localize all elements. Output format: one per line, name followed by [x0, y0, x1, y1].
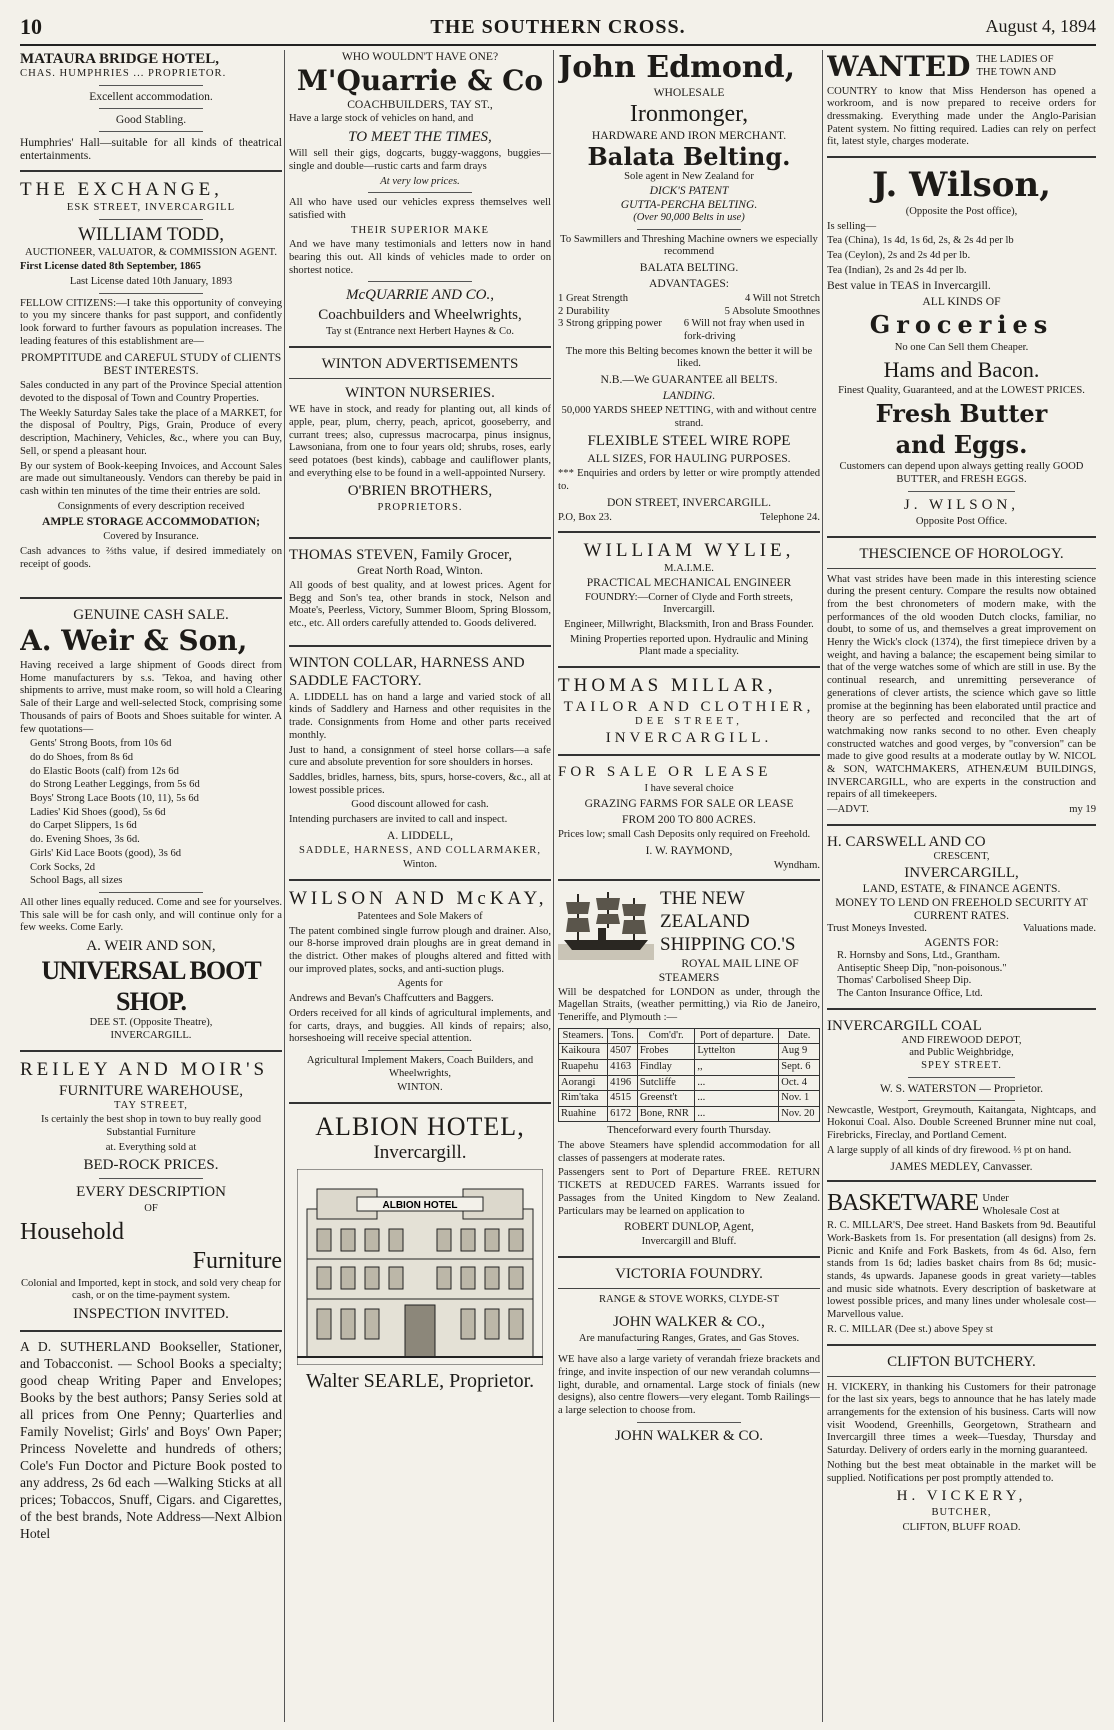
ad-line: Sole agent in New Zealand for [624, 171, 754, 183]
mcquarrie-ad [289, 50, 551, 339]
ad-paragraph: FROM 200 TO 800 ACRES. [622, 813, 756, 827]
ad-paragraph: Is certainly the best shop in town to buy really good Substantial Furniture [40, 1114, 262, 1139]
ad-line: To Sawmillers and Threshing Machine owners we especially recommend [560, 233, 818, 258]
ad-signature: I. W. RAYMOND, [645, 843, 733, 857]
sailing-schedule-table [558, 1028, 820, 1123]
list-item: Thomas' Carbolised Sheep Dip. [837, 975, 972, 987]
ad-line: Ironmonger, [629, 100, 749, 127]
ad-paragraph: Mining Properties reported upon. Hydraulic and Mining Plant made a speciality. [569, 633, 809, 658]
ad-title: THOMAS STEVEN, Family Grocer, [289, 547, 513, 564]
ad-paragraph: Wyndham. [773, 859, 820, 871]
table-row [559, 1044, 820, 1060]
ad-subtitle: ROYAL MAIL LINE OF STEAMERS [658, 956, 799, 984]
ad-paragraph: Thenceforward every fourth Thursday. [607, 1125, 771, 1137]
table-header: Date. [779, 1028, 820, 1044]
albion-hotel-ad [289, 1111, 551, 1393]
list-item: 2 Durability [558, 305, 610, 317]
ad-line: Is selling— [827, 220, 877, 232]
proprietor: CHAS. HUMPHRIES ... PROPRIETOR. [20, 68, 227, 79]
ad-paragraph: Nothing but the best meat obtainable in the market will be supplied. Notifications per post promptly attended to. [827, 1459, 1096, 1484]
ad-title: CLIFTON BUTCHERY. [887, 1353, 1036, 1370]
ad-paragraph: Saddles, bridles, harness, bits, spurs, horse-covers, &c., all at lowest possible prices. [289, 772, 551, 796]
ad-role: PRACTICAL MECHANICAL ENGINEER [586, 575, 792, 589]
ad-paragraph: H. VICKERY, in thanking his Customers for their patronage for the last six years, begs to announce that he has lately made arrangements for the extension of his business. Carts will now visit Woodend, Greenhills, Georgetown, Strathearn and Invercargill three times a week—Tuesday, Thursday and Saturday. Delivery of orders early in the morning guaranteed. [827, 1381, 1096, 1457]
table-cell: 6172 [608, 1106, 638, 1122]
basketware-ad [827, 1189, 1096, 1336]
ad-paragraph: Cash advances to ⅔ths value, if desired immediately on receipt of goods. [20, 546, 282, 570]
table-cell: Sept. 6 [779, 1059, 820, 1075]
ad-paragraph: And we have many testimonials and letters now in hand bearing this out. All kinds of vehicles made to order on shortest notice. [289, 239, 551, 276]
ad-subtitle: Invercargill. [373, 1142, 467, 1164]
ad-signature: H. VICKERY, [896, 1488, 1027, 1505]
mataura-hotel-ad [20, 50, 282, 163]
section-title: WINTON ADVERTISEMENTS [321, 356, 519, 373]
ad-line: WHOLESALE [653, 86, 725, 99]
table-cell: ... [695, 1106, 779, 1122]
ad-display-word: Groceries [869, 310, 1054, 340]
table-cell: Ruahine [559, 1106, 608, 1122]
table-header: Tons. [608, 1028, 638, 1044]
ad-paragraph: All goods of best quality, and at lowest prices. Agent for Begg and Son's tea, other brands in stock, Nelson and Moate's, Peerless, Victory, Summer Bloom, Spring Blossom, etc., etc. All orders carefully attended to. Goods delivered. [289, 579, 551, 630]
newspaper-title: THE SOUTHERN CROSS. [430, 16, 686, 38]
table-cell: Ruapehu [559, 1059, 608, 1075]
ad-line: ALL KINDS OF [922, 295, 1001, 309]
ad-paragraph: Covered by Insurance. [103, 531, 199, 543]
table-row [559, 1075, 820, 1091]
ad-address: DEE ST. (Opposite Theatre), [89, 1017, 213, 1029]
licence-line: First License dated 8th September, 1865 [20, 261, 201, 273]
ad-paragraph: R. C. MILLAR'S, Dee street. Hand Baskets from 9d. Beautiful Work-Baskets from 1s. For presentation (all designs) from 2s. Picnic and Knife and Fork Baskets, from 4s 6d. Also, fern stands from 1s 6d; ladies basket chairs from 8s 6d; music-stands, 4s upwards. Japanese goods in great variety—tables and music side whatnots. Every description of basketware at lowest possible prices, and many lines under wholesale cost—Marvellous value. [827, 1220, 1096, 1321]
list-item: 6 Will not fray when used in fork-driving [683, 318, 805, 342]
ad-paragraph: PROPRIETORS. [377, 502, 463, 514]
table-header: Port of departure. [695, 1028, 779, 1044]
ad-line: DON STREET, INVERCARGILL. [606, 495, 772, 509]
ad-signature: O'BRIEN BROTHERS, [347, 483, 493, 500]
ad-paragraph: Orders received for all kinds of agricultural implements, and for carts, drays, and buggies. All kinds of repairs; also, horseshoeing will receive special attention. [289, 1007, 551, 1045]
ad-title: J. Wilson, [872, 165, 1051, 206]
ad-title: VICTORIA FOUNDRY. [615, 1265, 763, 1282]
ad-line: DICK'S PATENT [649, 184, 729, 198]
list-item: do Strong Leather Leggings, from 5s 6d [30, 779, 200, 791]
ad-subtitle: FURNITURE WAREHOUSE, [59, 1082, 243, 1099]
horology-ad [827, 545, 1096, 817]
ad-title: THE NEW ZEALAND SHIPPING CO.'S [660, 888, 796, 956]
ad-paragraph: at. Everything sold at [105, 1141, 197, 1153]
ad-line: GUTTA-PERCHA BELTING. [620, 198, 758, 212]
ad-paragraph: WE have also a large variety of verandah frieze brackets and fringe, and invite inspection of our new verandah columns—light, durable, and ornamental. Large stock of finials (new designs), also centre flowers—very elegant. Tomb Railings—a large selection to choose from. [558, 1354, 820, 1417]
table-cell: ... [695, 1075, 779, 1091]
table-cell: ,, [695, 1059, 779, 1075]
ad-line: LANDING. [662, 388, 716, 402]
ad-line: CRESCENT, [933, 850, 990, 862]
ad-signature: J. WILSON, [903, 496, 1020, 513]
winton-nurseries-ad [289, 355, 551, 515]
ad-display-word: Furniture [192, 1247, 282, 1274]
table-row [559, 1091, 820, 1107]
ad-signature: JAMES MEDLEY, Canvasser. [890, 1159, 1033, 1173]
ad-title: THESCIENCE OF HOROLOGY. [859, 545, 1064, 562]
coal-depot-ad [827, 1017, 1096, 1174]
ad-paragraph: Just to hand, a consignment of steel horse collars—a safe cure and absolute prevention for sore shoulders in horses. [289, 744, 551, 769]
ad-line: Under [982, 1192, 1009, 1204]
ad-paragraph: PROMPTITUDE and CAREFUL STUDY of CLIENTS BEST INTERESTS. [20, 350, 282, 378]
ad-paragraph: Intending purchasers are invited to call and inspect. [289, 814, 508, 826]
advantages-list [558, 293, 820, 344]
ad-title: John Edmond, [558, 50, 796, 85]
nz-shipping-ad [558, 888, 820, 1248]
list-item: do Carpet Slippers, 1s 6d [30, 820, 137, 832]
ad-subtitle: Patentees and Sole Makers of [357, 910, 483, 922]
ad-paragraph: COUNTRY to know that Miss Henderson has opened a workroom, and is now prepared to receive orders for dressmaking. Everything made under the Anglo-Parisian Patent system. No fitting required. Ladies can rely on perfect fit, latest style, charges moderate. [827, 85, 1096, 148]
auctioneer-role: AUCTIONEER, VALUATOR, & COMMISSION AGENT. [24, 246, 277, 258]
list-item: Gents' Strong Boots, from 10s 6d [30, 738, 172, 750]
ad-display-word: and Eggs. [895, 429, 1028, 459]
table-cell: Nov. 20 [779, 1106, 820, 1122]
table-header: Com'd'r. [637, 1028, 695, 1044]
list-item: 1 Great Strength [558, 292, 629, 304]
ad-signature: A. LIDDELL, [386, 828, 453, 842]
table-cell: Aorangi [559, 1075, 608, 1091]
ad-title: BASKETWARE [827, 1190, 979, 1217]
telephone: Telephone 24. [760, 511, 820, 523]
ad-paragraph: BED-ROCK PRICES. [83, 1157, 219, 1174]
ad-paragraph: Prices low; small Cash Deposits only required on Freehold. [558, 829, 811, 841]
ad-line: LAND, ESTATE, & FINANCE AGENTS. [862, 881, 1061, 895]
ad-signature: JOHN WALKER & CO. [614, 1427, 764, 1444]
ad-line: SPEY STREET. [921, 1060, 1002, 1072]
ad-paragraph: Consignments of every description received [57, 500, 245, 512]
column-1 [20, 50, 282, 1722]
table-cell: 4507 [608, 1044, 638, 1060]
ad-paragraph: A large supply of all kinds of dry firewood. ⅓ pt on hand. [827, 1144, 1072, 1156]
ad-paragraph: I have several choice [644, 782, 734, 794]
ad-line: Tea (China), 1s 4d, 1s 6d, 2s, & 2s 4d per lb [827, 235, 1014, 247]
table-header: Steamers. [559, 1028, 608, 1044]
ad-paragraph: WINTON. [397, 1082, 443, 1094]
ad-paragraph: Colonial and Imported, kept in stock, and sold very cheap for cash, or on the time-payment system. [20, 1277, 282, 1302]
ad-line: FLEXIBLE STEEL WIRE ROPE [587, 433, 791, 450]
ad-paragraph: Having received a large shipment of Goods direct from Home manufacturers by s.s. 'Tekoa, and having other shipments to arrive, must make room, so will hold a Clearing Sale of their Large and well-selected Stock, comprising some Thousands of pairs of Boots and Shoes suitable for winter. A few quotations— [20, 660, 282, 735]
list-item: Boys' Strong Lace Boots (10, 11), 5s 6d [30, 793, 199, 805]
millar-tailor-ad [558, 675, 820, 747]
ad-paragraph: Winton. [402, 859, 437, 871]
clifton-butchery-ad [827, 1353, 1096, 1535]
ad-line: 50,000 YARDS SHEEP NETTING, with and without centre strand. [561, 404, 817, 429]
ad-title: THE EXCHANGE, [20, 179, 223, 201]
ad-title: FOR SALE OR LEASE [558, 763, 772, 780]
ad-title: INVERCARGILL COAL [827, 1017, 982, 1034]
ad-paragraph: What vast strides have been made in this interesting science during the present century. Compare the results now obtained from the best chronometers of modern make, with the performances of the old wooden Dutch clocks, familiar, no doubt, to some of us, and themselves a great improvement on Henry the Wick's clock (1374), the first timepiece driven by a weight, and having a balance; the escapement being similar to that of the verge watches some of which are still in use. By the continual research, and unremitting perseverance of generations of clever artists, the science which gave so little promise at the beginning has been elaborated until practice and theory are so perfected and reconciled that the art of watchmaking now ranks second to no other. Even cheaply constructed watches and good verges, by "conversion" can be made to give good results at a moderate outlay by W. NICOL & SON, WATCHMAKERS, ATHENÆUM BUILDINGS, INVERCARGILL, who are experts in the construction and repairs of all timekeepers. [827, 573, 1096, 801]
john-edmond-ad [558, 50, 820, 524]
ad-paragraph: At very low prices. [380, 175, 460, 187]
ad-line: Good Stabling. [115, 112, 187, 126]
advt-mark: —ADVT. [827, 804, 869, 816]
ad-paragraph: TO MEET THE TIMES, [348, 129, 492, 146]
ad-line: MONEY TO LEND ON FREEHOLD SECURITY AT CURRENT RATES. [835, 895, 1088, 923]
ad-paragraph: INSPECTION INVITED. [73, 1306, 229, 1323]
ad-paragraph: Engineer, Millwright, Blacksmith, Iron and Brass Founder. [564, 619, 814, 631]
ad-line: Valuations made. [1023, 923, 1096, 935]
ad-line: Opposite Post Office. [915, 515, 1008, 527]
ad-street: TAY STREET, [114, 1099, 188, 1111]
ad-line: Customers can depend upon always getting really GOOD BUTTER, and FRESH EGGS. [839, 461, 1084, 486]
reiley-moir-ad [20, 1059, 282, 1323]
ad-paragraph: OF [144, 1203, 158, 1215]
ad-line: Balata Belting. [587, 141, 791, 171]
ad-paragraph: Agricultural Implement Makers, Coach Builders, and Wheelwrights, [306, 1054, 534, 1079]
ad-paragraph: THEIR SUPERIOR MAKE [351, 224, 489, 236]
ad-line: AND FIREWOOD DEPOT, [901, 1034, 1022, 1046]
table-row [559, 1106, 820, 1122]
po-box: P.O, Box 23. [558, 511, 612, 523]
ad-display-word: Household [20, 1219, 124, 1246]
ad-line: The more this Belting becomes known the better it will be liked. [565, 345, 813, 370]
column-4 [827, 50, 1096, 1722]
ad-paragraph: Tay st (Entrance next Herbert Haynes & Co. [325, 326, 515, 338]
column-rule [822, 50, 823, 1722]
ad-paragraph: Will be despatched for LONDON as under, through the Magellan Straits, (weather permitting,) via Rio de Janeiro, Teneriffe, and Plymouth :— [558, 986, 820, 1024]
table-cell: Kaikoura [559, 1044, 608, 1060]
list-item: do Elastic Boots (calf) from 12s 6d [30, 765, 179, 777]
page-number: 10 [20, 14, 42, 39]
ad-display-word: Hams and Bacon. [883, 356, 1040, 382]
table-cell: Rim'taka [559, 1091, 608, 1107]
ad-paragraph: WE have in stock, and ready for planting out, all kinds of apple, pear, plum, cherry, peach, apricot, gooseberry, and currant trees; also, cupressus macrocarpa, pinus insignus, Lawsoniana, from one to four years old; shrubs, roses, early seed potatoes (best kinds), cabbage and cauliflower plants, and everything else to be found in a well-appointed Nursery. [289, 404, 551, 479]
sutherland-ad [20, 1339, 282, 1543]
ad-signature: Walter SEARLE, Proprietor. [305, 1370, 535, 1393]
ad-paragraph: All who have used our vehicles express themselves well satisfied with [289, 197, 551, 221]
ad-street: DEE STREET, [635, 715, 743, 727]
ad-paragraph: GRAZING FARMS FOR SALE OR LEASE [584, 797, 794, 811]
ad-address: (Opposite the Post office), [905, 205, 1018, 217]
table-cell: Bone, RNR [637, 1106, 695, 1122]
steamship-icon [558, 888, 654, 960]
list-item: Antiseptic Sheep Dip, "non-poisonous." [837, 962, 1007, 974]
ad-title: M'Quarrie & Co [296, 63, 544, 97]
victoria-foundry-ad [558, 1265, 820, 1445]
column-rule [284, 50, 285, 1722]
ad-line: Tea (Ceylon), 2s and 2s 4d per lb. [827, 250, 971, 262]
ad-subtitle: TAILOR AND CLOTHIER, [563, 698, 815, 715]
ad-line: Wholesale Cost at [982, 1205, 1060, 1217]
table-cell: Greenst't [637, 1091, 695, 1107]
ad-title: H. CARSWELL AND CO [827, 833, 986, 850]
ad-line: HARDWARE AND IRON MERCHANT. [591, 128, 787, 142]
ad-line: ALL SIZES, FOR HAULING PURPOSES. [587, 452, 791, 466]
table-row [559, 1059, 820, 1075]
ad-line: *** Enquiries and orders by letter or wire promptly attended to. [558, 468, 820, 492]
ad-paragraph: Passengers sent to Port of Departure FREE. RETURN TICKETS at REDUCED FARES. Warrants issued for Passages from the United Kingdom to New Zealand. Particulars may be learned on application to [558, 1167, 820, 1217]
list-item: The Canton Insurance Office, Ltd. [837, 988, 983, 1000]
wylie-ad [558, 540, 820, 659]
steven-grocer-ad [289, 546, 551, 631]
ad-line: Excellent accommodation. [89, 89, 213, 103]
ad-date: my 19 [1069, 804, 1096, 816]
ad-paragraph: AMPLE STORAGE ACCOMMODATION; [42, 515, 260, 529]
ad-line: W. S. WATERSTON — Proprietor. [879, 1081, 1044, 1095]
wanted-dressmaker-ad [827, 50, 1096, 149]
table-cell: Nov. 1 [779, 1091, 820, 1107]
weir-ad [20, 606, 282, 1042]
hotel-sign: ALBION HOTEL [382, 1200, 458, 1212]
table-cell: Sutcliffe [637, 1075, 695, 1091]
ad-paragraph: Invercargill and Bluff. [641, 1236, 737, 1248]
ad-title: WILLIAM WYLIE, [583, 540, 795, 562]
ad-title: WINTON NURSERIES. [345, 385, 495, 402]
ad-subtitle: RANGE & STOVE WORKS, CLYDE-ST [598, 1293, 780, 1305]
farm-sale-ad [558, 763, 820, 873]
ad-paragraph: By our system of Book-keeping Invoices, and Account Sales are made out simultaneously. Vendors can thereby be paid in cash within ten minutes of the time their entries are sold. [20, 460, 282, 497]
list-item: 3 Strong gripping power [558, 318, 662, 330]
ad-title: MATAURA BRIDGE HOTEL, [20, 51, 220, 67]
ad-paragraph: Good discount allowed for cash. [351, 799, 489, 811]
ad-line: INVERCARGILL, [904, 864, 1019, 881]
ad-paragraph: FELLOW CITIZENS:—I take this opportunity of conveying to you my sincere thanks for past support, and confidently look forward to further favours as population increases. The leading features of this establishment are— [20, 297, 282, 347]
ad-title: WANTED [827, 50, 971, 83]
ad-line: ADVANTAGES: [648, 276, 730, 290]
carswell-ad [827, 833, 1096, 1001]
ad-paragraph: Will sell their gigs, dogcarts, buggy-waggons, buggies—single and double—rustic carts and farm drays [289, 148, 551, 172]
ad-line: Trust Moneys Invested. [827, 923, 927, 935]
ad-line: R. C. MILLAR (Dee st.) above Spey st [827, 1323, 993, 1335]
ad-paragraph: A D. SUTHERLAND Bookseller, Stationer, and Tobacconist. — School Books a specialty; good cheap Writing Paper and Envelopes; Books by the best authors; Pansy Series sold at all prices from One Penny; Quarterlies and Family Novelist; Girls' and Boys' Own Paper; Princess Novelette and hundreds of others; Cole's Fun Doctor and Picture Book posted to any address, 2s 6d each —Walking Sticks at all prices; Tobaccos, Snuff, Cigars. and Cigarettes, of the best brands, Note Address—Next Albion Hotel [20, 1339, 282, 1541]
list-item: 4 Will not Stretch [745, 292, 820, 304]
ad-paragraph: Andrews and Bevan's Chaffcutters and Baggers. [289, 993, 494, 1005]
ad-street: ESK STREET, INVERCARGILL [66, 202, 236, 214]
ad-line: CLIFTON, BLUFF ROAD. [902, 1521, 1021, 1533]
ad-line: Humphries' Hall—suitable for all kinds of theatrical entertainments. [20, 135, 282, 163]
hotel-building-illustration [297, 1169, 543, 1365]
wilson-mckay-ad [289, 888, 551, 1095]
list-item: Ladies' Kid Shoes (good), 5s 6d [30, 806, 166, 818]
ad-line: and Public Weighbridge, [909, 1047, 1014, 1059]
exchange-ad [20, 179, 282, 571]
ad-subtitle: COACHBUILDERS, TAY ST., [347, 97, 493, 111]
ad-paragraph: The patent combined single furrow plough and drainer. Also, our 8-horse improved drain ploughs are in great demand in the district. Other makes of ploughs altered and fitted with our improved plates, socks, and anti-suction plugs. [289, 925, 551, 975]
table-cell: Findlay [637, 1059, 695, 1075]
table-cell: Aug 9 [779, 1044, 820, 1060]
ad-line: BALATA BELTING. [639, 261, 739, 275]
auctioneer-name: WILLIAM TODD, [78, 223, 224, 245]
ad-title: ALBION HOTEL, [315, 1112, 525, 1142]
ad-title: WINTON COLLAR, HARNESS AND SADDLE FACTORY. [289, 654, 525, 689]
table-cell: 4163 [608, 1059, 638, 1075]
ad-display-word: Fresh Butter [875, 398, 1048, 428]
ad-paragraph: A. LIDDELL has on hand a large and varied stock of all kinds of Saddlery and Harness and other requisites in the trade. Consignments from Home and other parts received monthly. [289, 691, 551, 741]
table-cell: 4196 [608, 1075, 638, 1091]
ad-paragraph: Coachbuilders and Wheelwrights, [318, 307, 522, 324]
list-item: 5 Absolute Smoothnes [724, 305, 820, 317]
ad-line: Best value in TEAS in Invercargill. [827, 279, 991, 293]
ad-paragraph: McQUARRIE AND CO., [345, 287, 495, 304]
ad-paragraph: All other lines equally reduced. Come and see for yourselves. This sale will be for cash only, and will continue only for a few weeks. Come Early. [20, 896, 282, 934]
column-2 [289, 50, 551, 1722]
table-cell: ... [695, 1091, 779, 1107]
ad-line: THE TOWN AND [976, 66, 1057, 78]
ad-subtitle: M.A.I.M.E. [664, 563, 714, 574]
table-cell: Lyttelton [695, 1044, 779, 1060]
ad-title: REILEY AND MOIR'S [20, 1058, 269, 1080]
column-rule [553, 50, 554, 1722]
ad-paragraph: EVERY DESCRIPTION [76, 1184, 226, 1201]
list-item: do. Evening Shoes, 3s 6d. [30, 834, 140, 846]
ad-paragraph: The Weekly Saturday Sales take the place of a MARKET, for the disposal of Poultry, Pigs, Grain, Produce of every description, Machinery, Vehicles, &c., where you can Buy, Sell, or spend a pleasant hour. [20, 407, 282, 457]
j-wilson-grocer-ad [827, 165, 1096, 528]
licence-line: Last License dated 10th January, 1893 [69, 276, 233, 288]
ad-title: WILSON AND McKAY, [289, 888, 548, 910]
ad-line: AGENTS FOR: [924, 936, 999, 950]
ad-line: Finest Quality, Guaranteed, and at the LOWEST PRICES. [838, 385, 1085, 397]
issue-date: August 4, 1894 [985, 16, 1096, 36]
ad-town: INVERCARGILL. [605, 729, 773, 746]
price-list [20, 738, 282, 888]
ad-paragraph: FOUNDRY:—Corner of Clyde and Forth streets, Invercargill. [585, 591, 793, 616]
ad-paragraph: Are manufacturing Ranges, Grates, and Gas Stoves. [578, 1332, 800, 1344]
list-item: School Bags, all sizes [30, 875, 123, 887]
list-item: R. Hornsby and Sons, Ltd., Grantham. [837, 949, 1001, 961]
list-item: Girls' Kid Lace Boots (good), 3s 6d [30, 847, 182, 859]
shop-name: UNIVERSAL BOOT SHOP. [41, 956, 261, 1017]
page-header [20, 14, 1096, 46]
ad-subtitle: Great North Road, Winton. [357, 564, 483, 578]
ad-paragraph: Have a large stock of vehicles on hand, and [289, 113, 474, 125]
ad-line: (Over 90,000 Belts in use) [633, 211, 745, 223]
ad-line: No one Can Sell them Cheaper. [894, 342, 1029, 354]
ad-line: THE LADIES OF [976, 54, 1054, 66]
winton-collar-ad [289, 654, 551, 872]
ad-line: N.B.—We GUARANTEE all BELTS. [600, 373, 778, 387]
table-cell: Frobes [637, 1044, 695, 1060]
ad-title: A. Weir & Son, [20, 624, 248, 658]
ad-paragraph: Agents for [397, 978, 443, 990]
ad-signature: ROBERT DUNLOP, Agent, [624, 1220, 754, 1234]
ad-paragraph: The above Steamers have splendid accommodation for all classes of passengers at moderate rates. [558, 1140, 820, 1164]
ad-paragraph: Sales conducted in any part of the Province Special attention devoted to the disposal of Town and Country Properties. [20, 380, 282, 405]
ad-signature: A. WEIR AND SON, [86, 938, 216, 955]
list-item: do do Shoes, from 8s 6d [30, 751, 133, 763]
ad-line: BUTCHER, [931, 1507, 992, 1519]
ad-title: THOMAS MILLAR, [558, 675, 777, 697]
ad-kicker: GENUINE CASH SALE. [73, 607, 229, 624]
ad-address: INVERCARGILL. [110, 1030, 192, 1042]
table-cell: 4515 [608, 1091, 638, 1107]
ad-paragraph: SADDLE, HARNESS, AND COLLARMAKER, [299, 844, 541, 856]
ad-paragraph: Newcastle, Westport, Greymouth, Kaitangata, Nightcaps, and Hokonui Coal. Also. Double Screened Brunner mine nut coal, Firebricks, Fireclay, and Portland Cement. [827, 1104, 1096, 1142]
ad-name: JOHN WALKER & CO., [613, 1313, 765, 1330]
ad-kicker: WHO WOULDN'T HAVE ONE? [341, 50, 499, 63]
ad-line: Tea (Indian), 2s and 2s 4d per lb. [827, 264, 967, 276]
table-cell: Oct. 4 [779, 1075, 820, 1091]
column-3 [558, 50, 820, 1722]
list-item: Cork Socks, 2d [30, 861, 96, 873]
